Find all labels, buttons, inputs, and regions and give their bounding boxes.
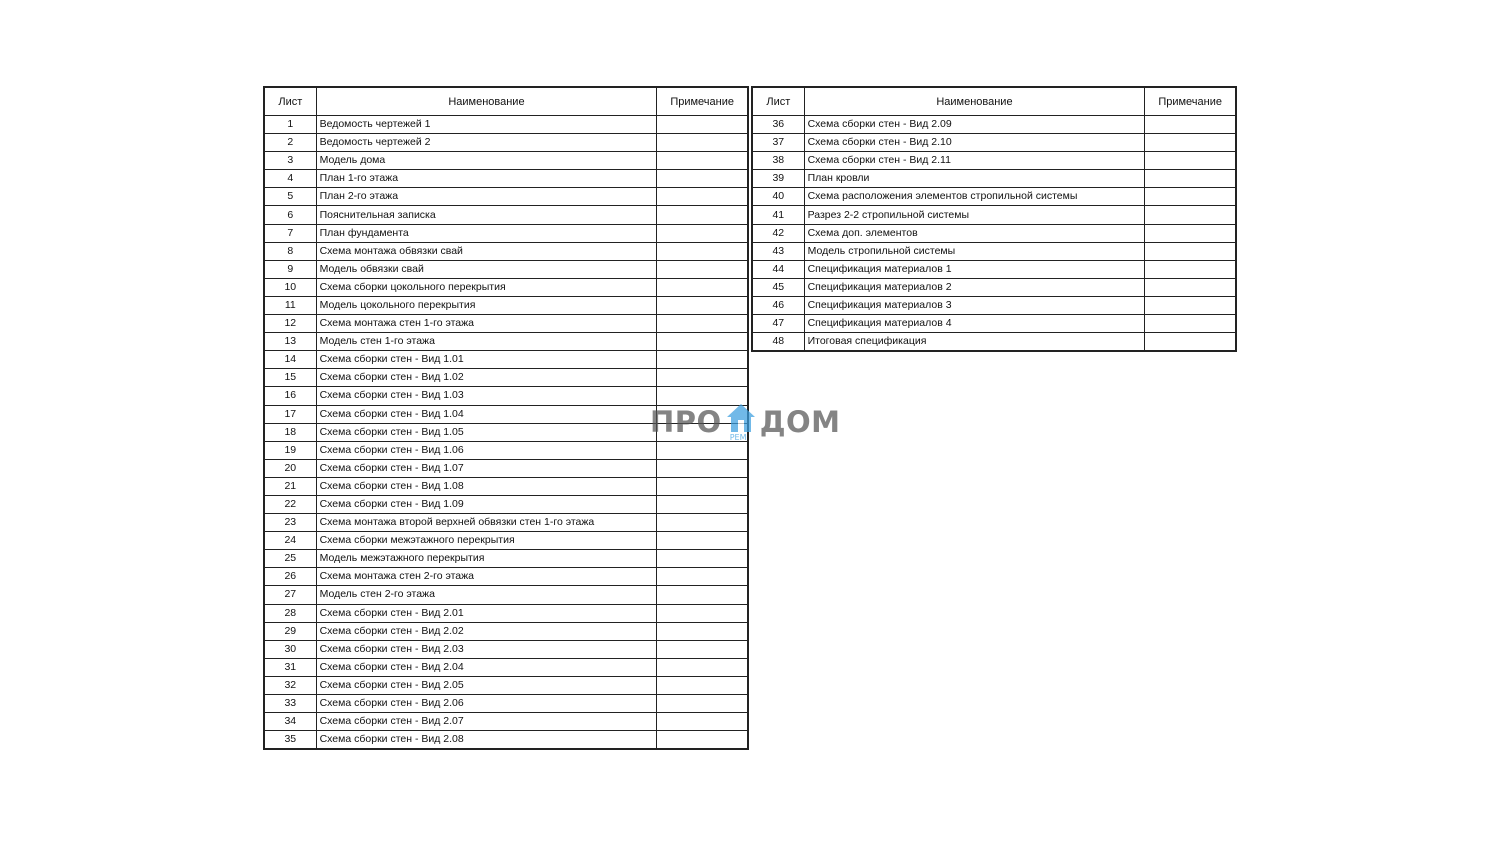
- cell-sheet-number: 8: [264, 242, 316, 260]
- cell-drawing-name: Схема доп. элементов: [804, 224, 1145, 242]
- table-row: [752, 170, 1236, 188]
- cell-drawing-name: Модель обвязки свай: [316, 260, 657, 278]
- watermark-text-left: ПРО: [650, 405, 722, 439]
- table-row: [264, 622, 748, 640]
- cell-drawing-name: Схема сборки стен - Вид 1.01: [316, 351, 657, 369]
- cell-sheet-number: 20: [264, 459, 316, 477]
- cell-sheet-number: 1: [264, 116, 316, 134]
- cell-note: [1145, 224, 1236, 242]
- watermark-text-right: ДОМ: [759, 405, 841, 439]
- cell-note: [1145, 206, 1236, 224]
- table-row: [752, 116, 1236, 134]
- cell-note: [657, 296, 748, 314]
- header-name: Наименование: [316, 87, 657, 116]
- cell-note: [657, 116, 748, 134]
- cell-drawing-name: Схема сборки стен - Вид 1.06: [316, 441, 657, 459]
- cell-drawing-name: Модель дома: [316, 152, 657, 170]
- table-row: [264, 676, 748, 694]
- table-row: [752, 315, 1236, 333]
- table-row: [264, 640, 748, 658]
- table-row: [264, 369, 748, 387]
- cell-note: [1145, 315, 1236, 333]
- cell-sheet-number: 36: [752, 116, 804, 134]
- cell-sheet-number: 17: [264, 405, 316, 423]
- table-row: [264, 604, 748, 622]
- cell-sheet-number: 31: [264, 658, 316, 676]
- cell-drawing-name: Схема сборки стен - Вид 2.06: [316, 695, 657, 713]
- table-row: [264, 333, 748, 351]
- cell-sheet-number: 14: [264, 351, 316, 369]
- cell-sheet-number: 2: [264, 134, 316, 152]
- table-row: [264, 116, 748, 134]
- cell-note: [1145, 242, 1236, 260]
- cell-sheet-number: 10: [264, 278, 316, 296]
- cell-note: [1145, 278, 1236, 296]
- cell-drawing-name: Схема сборки стен - Вид 2.08: [316, 731, 657, 750]
- cell-drawing-name: Схема сборки стен - Вид 2.01: [316, 604, 657, 622]
- cell-drawing-name: Схема сборки стен - Вид 1.08: [316, 477, 657, 495]
- cell-drawing-name: Схема монтажа обвязки свай: [316, 242, 657, 260]
- cell-sheet-number: 5: [264, 188, 316, 206]
- table-row: [264, 170, 748, 188]
- cell-sheet-number: 21: [264, 477, 316, 495]
- cell-drawing-name: Схема сборки стен - Вид 2.04: [316, 658, 657, 676]
- cell-note: [657, 369, 748, 387]
- cell-note: [657, 640, 748, 658]
- cell-drawing-name: Схема сборки стен - Вид 2.03: [316, 640, 657, 658]
- table-row: [264, 658, 748, 676]
- cell-sheet-number: 33: [264, 695, 316, 713]
- header-sheet: Лист: [752, 87, 804, 116]
- cell-sheet-number: 37: [752, 134, 804, 152]
- cell-drawing-name: Схема сборки стен - Вид 2.09: [804, 116, 1145, 134]
- table-row: [752, 260, 1236, 278]
- cell-note: [657, 242, 748, 260]
- cell-sheet-number: 41: [752, 206, 804, 224]
- cell-drawing-name: План кровли: [804, 170, 1145, 188]
- cell-sheet-number: 24: [264, 532, 316, 550]
- cell-drawing-name: Схема сборки стен - Вид 2.10: [804, 134, 1145, 152]
- table-row: [264, 514, 748, 532]
- cell-note: [657, 441, 748, 459]
- cell-sheet-number: 11: [264, 296, 316, 314]
- cell-note: [657, 459, 748, 477]
- cell-note: [1145, 116, 1236, 134]
- table-row: [264, 423, 748, 441]
- cell-sheet-number: 6: [264, 206, 316, 224]
- cell-sheet-number: 39: [752, 170, 804, 188]
- table-row: [752, 333, 1236, 352]
- cell-note: [657, 676, 748, 694]
- cell-sheet-number: 23: [264, 514, 316, 532]
- cell-sheet-number: 13: [264, 333, 316, 351]
- cell-drawing-name: Разрез 2-2 стропильной системы: [804, 206, 1145, 224]
- cell-note: [657, 405, 748, 423]
- table-row: [752, 278, 1236, 296]
- table-row: [752, 206, 1236, 224]
- cell-sheet-number: 12: [264, 315, 316, 333]
- table-row: [264, 206, 748, 224]
- cell-note: [657, 351, 748, 369]
- table-row: [752, 242, 1236, 260]
- table-row: [264, 495, 748, 513]
- cell-sheet-number: 15: [264, 369, 316, 387]
- cell-drawing-name: Итоговая спецификация: [804, 333, 1145, 352]
- cell-drawing-name: Пояснительная записка: [316, 206, 657, 224]
- table-row: [264, 242, 748, 260]
- table-row: [264, 550, 748, 568]
- table-row: [264, 532, 748, 550]
- cell-note: [1145, 260, 1236, 278]
- table-row: [264, 731, 748, 750]
- cell-drawing-name: Модель стен 2-го этажа: [316, 586, 657, 604]
- cell-drawing-name: Модель цокольного перекрытия: [316, 296, 657, 314]
- cell-note: [1145, 134, 1236, 152]
- drawing-list-table-left: [263, 86, 749, 750]
- table-header-row: [264, 87, 748, 116]
- cell-sheet-number: 40: [752, 188, 804, 206]
- cell-drawing-name: Схема монтажа второй верхней обвязки стен 1-го этажа: [316, 514, 657, 532]
- cell-sheet-number: 27: [264, 586, 316, 604]
- table-row: [752, 188, 1236, 206]
- cell-drawing-name: Схема монтажа стен 2-го этажа: [316, 568, 657, 586]
- cell-drawing-name: Спецификация материалов 3: [804, 296, 1145, 314]
- cell-note: [1145, 152, 1236, 170]
- cell-sheet-number: 26: [264, 568, 316, 586]
- cell-note: [657, 731, 748, 750]
- cell-sheet-number: 47: [752, 315, 804, 333]
- table-row: [264, 296, 748, 314]
- cell-sheet-number: 34: [264, 713, 316, 731]
- cell-drawing-name: Модель стен 1-го этажа: [316, 333, 657, 351]
- table-row: [264, 713, 748, 731]
- cell-note: [657, 188, 748, 206]
- cell-drawing-name: Схема сборки стен - Вид 2.02: [316, 622, 657, 640]
- cell-sheet-number: 46: [752, 296, 804, 314]
- cell-sheet-number: 35: [264, 731, 316, 750]
- cell-drawing-name: Схема сборки стен - Вид 1.05: [316, 423, 657, 441]
- cell-note: [657, 315, 748, 333]
- cell-drawing-name: Ведомость чертежей 2: [316, 134, 657, 152]
- cell-note: [657, 152, 748, 170]
- cell-drawing-name: Схема сборки стен - Вид 1.02: [316, 369, 657, 387]
- cell-sheet-number: 29: [264, 622, 316, 640]
- table-row: [264, 224, 748, 242]
- cell-sheet-number: 7: [264, 224, 316, 242]
- cell-note: [657, 568, 748, 586]
- cell-drawing-name: Схема сборки стен - Вид 1.07: [316, 459, 657, 477]
- cell-note: [1145, 333, 1236, 352]
- cell-note: [1145, 188, 1236, 206]
- cell-note: [657, 224, 748, 242]
- cell-sheet-number: 28: [264, 604, 316, 622]
- cell-drawing-name: Схема сборки межэтажного перекрытия: [316, 532, 657, 550]
- cell-drawing-name: Схема монтажа стен 1-го этажа: [316, 315, 657, 333]
- cell-note: [657, 206, 748, 224]
- cell-sheet-number: 38: [752, 152, 804, 170]
- table-row: [264, 260, 748, 278]
- cell-note: [657, 604, 748, 622]
- cell-note: [657, 586, 748, 604]
- cell-drawing-name: Схема расположения элементов стропильной системы: [804, 188, 1145, 206]
- cell-sheet-number: 43: [752, 242, 804, 260]
- cell-drawing-name: Схема сборки цокольного перекрытия: [316, 278, 657, 296]
- table-row: [264, 695, 748, 713]
- cell-note: [657, 713, 748, 731]
- table-row: [752, 224, 1236, 242]
- cell-note: [657, 170, 748, 188]
- header-note: Примечание: [1145, 87, 1236, 116]
- table-row: [264, 351, 748, 369]
- drawing-list-table-right: [751, 86, 1237, 352]
- header-note: Примечание: [657, 87, 748, 116]
- cell-note: [657, 260, 748, 278]
- cell-sheet-number: 3: [264, 152, 316, 170]
- cell-drawing-name: Схема сборки стен - Вид 1.03: [316, 387, 657, 405]
- cell-drawing-name: План фундамента: [316, 224, 657, 242]
- cell-note: [657, 550, 748, 568]
- header-sheet: Лист: [264, 87, 316, 116]
- table-row: [264, 459, 748, 477]
- cell-sheet-number: 48: [752, 333, 804, 352]
- table-row: [264, 278, 748, 296]
- cell-sheet-number: 45: [752, 278, 804, 296]
- cell-sheet-number: 18: [264, 423, 316, 441]
- cell-note: [657, 658, 748, 676]
- cell-note: [657, 477, 748, 495]
- cell-drawing-name: План 1-го этажа: [316, 170, 657, 188]
- cell-note: [657, 532, 748, 550]
- cell-drawing-name: Модель стропильной системы: [804, 242, 1145, 260]
- table-row: [264, 152, 748, 170]
- table-row: [264, 315, 748, 333]
- cell-note: [657, 333, 748, 351]
- cell-drawing-name: Ведомость чертежей 1: [316, 116, 657, 134]
- cell-drawing-name: Модель межэтажного перекрытия: [316, 550, 657, 568]
- header-name: Наименование: [804, 87, 1145, 116]
- cell-sheet-number: 4: [264, 170, 316, 188]
- cell-sheet-number: 30: [264, 640, 316, 658]
- cell-drawing-name: Схема сборки стен - Вид 2.05: [316, 676, 657, 694]
- table-header-row: [752, 87, 1236, 116]
- cell-drawing-name: Спецификация материалов 4: [804, 315, 1145, 333]
- cell-sheet-number: 9: [264, 260, 316, 278]
- cell-note: [1145, 170, 1236, 188]
- cell-sheet-number: 19: [264, 441, 316, 459]
- cell-note: [657, 278, 748, 296]
- table-row: [752, 296, 1236, 314]
- cell-sheet-number: 16: [264, 387, 316, 405]
- cell-drawing-name: Схема сборки стен - Вид 1.09: [316, 495, 657, 513]
- table-row: [264, 441, 748, 459]
- cell-drawing-name: Схема сборки стен - Вид 2.11: [804, 152, 1145, 170]
- cell-note: [657, 695, 748, 713]
- watermark-subtext: РЕМ: [729, 433, 747, 442]
- cell-sheet-number: 42: [752, 224, 804, 242]
- cell-note: [657, 495, 748, 513]
- cell-drawing-name: Спецификация материалов 1: [804, 260, 1145, 278]
- cell-sheet-number: 22: [264, 495, 316, 513]
- cell-drawing-name: План 2-го этажа: [316, 188, 657, 206]
- cell-sheet-number: 44: [752, 260, 804, 278]
- table-row: [264, 568, 748, 586]
- table-row: [752, 152, 1236, 170]
- table-row: [752, 134, 1236, 152]
- cell-note: [657, 514, 748, 532]
- table-row: [264, 188, 748, 206]
- cell-drawing-name: Спецификация материалов 2: [804, 278, 1145, 296]
- table-row: [264, 405, 748, 423]
- cell-note: [657, 423, 748, 441]
- cell-sheet-number: 25: [264, 550, 316, 568]
- cell-note: [657, 134, 748, 152]
- cell-drawing-name: Схема сборки стен - Вид 2.07: [316, 713, 657, 731]
- table-row: [264, 134, 748, 152]
- table-row: [264, 586, 748, 604]
- cell-note: [1145, 296, 1236, 314]
- cell-drawing-name: Схема сборки стен - Вид 1.04: [316, 405, 657, 423]
- cell-sheet-number: 32: [264, 676, 316, 694]
- table-row: [264, 387, 748, 405]
- cell-note: [657, 387, 748, 405]
- table-row: [264, 477, 748, 495]
- cell-note: [657, 622, 748, 640]
